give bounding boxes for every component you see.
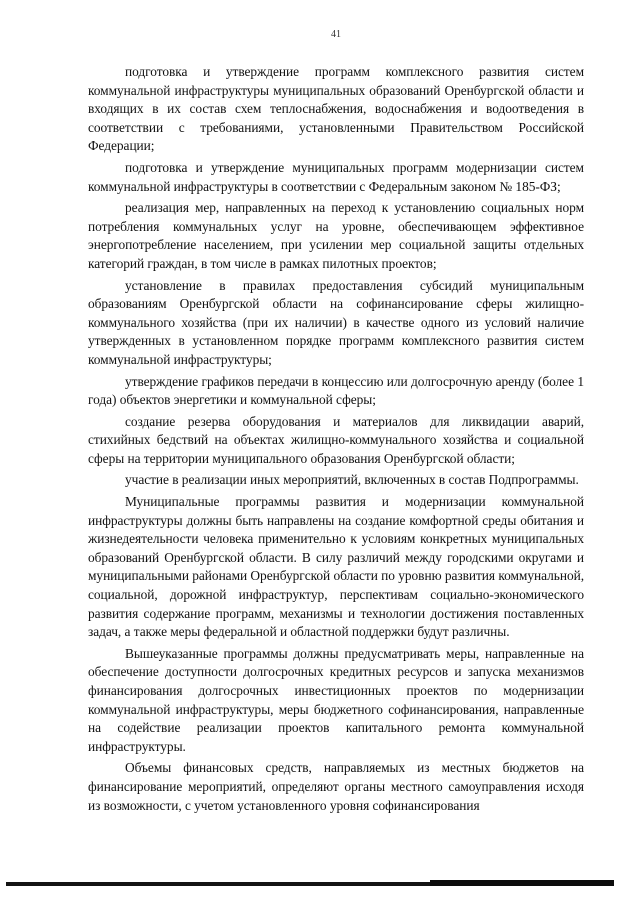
paragraph-social-norms: реализация мер, направленных на переход к установлению социальных норм потребления коммунальных услуг на уровне, обеспечивающем эффективное энергопотребление населением, при усилении мер социальной защиты отдельных категорий граждан, в том числе в рамках пилотных проектов; [88,200,584,271]
paragraph-concession-schedules: утверждение графиков передачи в концессию или долгосрочную аренду (более 1 года) объектов энергетики и коммунальной сферы; [88,373,584,408]
bottom-divider-tail [430,880,614,886]
paragraph-credit-resources: Вышеуказанные программы должны предусматривать меры, направленные на обеспечение доступности долгосрочных кредитных ресурсов и запуска механизмов финансирования долгосрочных инвестиционных проектов по модернизации коммунальной инфраструктуры, меры бюджетного софинансирования, направленные на содействие реализации проектов капитального ремонта коммунальной инфраструктуры. [88,645,584,754]
paragraph-financing-volumes: Объемы финансовых средств, направляемых из местных бюджетов на финансирование мероприятий, определяют органы местного самоуправления исходя из возможности, с учетом установленного уровня софинансирования [88,760,584,813]
paragraph-emergency-reserve: создание резерва оборудования и материалов для ликвидации аварий, стихийных бедствий на объектах жилищно-коммунального хозяйства и социальной сферы на территории муниципального образования Оренбургской области; [88,413,584,466]
document-body [88,63,584,818]
page-number: 41 [331,29,341,40]
paragraph-other-measures: участие в реализации иных мероприятий, включенных в состав Подпрограммы. [125,472,579,488]
paragraph-municipal-programs: Муниципальные программы развития и модернизации коммунальной инфраструктуры должны быть направлены на создание комфортной среды обитания и жизнедеятельности человека применительно к условиям конкретных муниципальных образований Оренбургской области. В силу различий между городскими округами и муниципальными районами Оренбургской области по уровню развития коммунальной, социальной, дорожной инфраструктур, перспективам социально-экономического развития содержание программ, механизмы и технологии достижения поставленных задач, а также меры федеральной и областной поддержки будут различны. [88,494,584,640]
paragraph-program-development: подготовка и утверждение программ комплексного развития систем коммунальной инфраструктуры муниципальных образований Оренбургской области и входящих в их состав схем теплоснабжения, водоснабжения и водоотведения в соответствии с требованиями, установленными Правительством Российской Федерации; [88,64,584,154]
paragraph-subsidy-rules: установление в правилах предоставления субсидий муниципальным образованиям Оренбургской области на софинансирование сферы жилищно-коммунального хозяйства (при их наличии) в качестве одного из условий наличие утвержденных в установленном порядке программ комплексного развития систем коммунальной инфраструктуры; [88,277,584,367]
paragraph-modernization-programs: подготовка и утверждение муниципальных программ модернизации систем коммунальной инфраструктуры в соответствии с Федеральным законом № 185-ФЗ; [88,159,584,194]
